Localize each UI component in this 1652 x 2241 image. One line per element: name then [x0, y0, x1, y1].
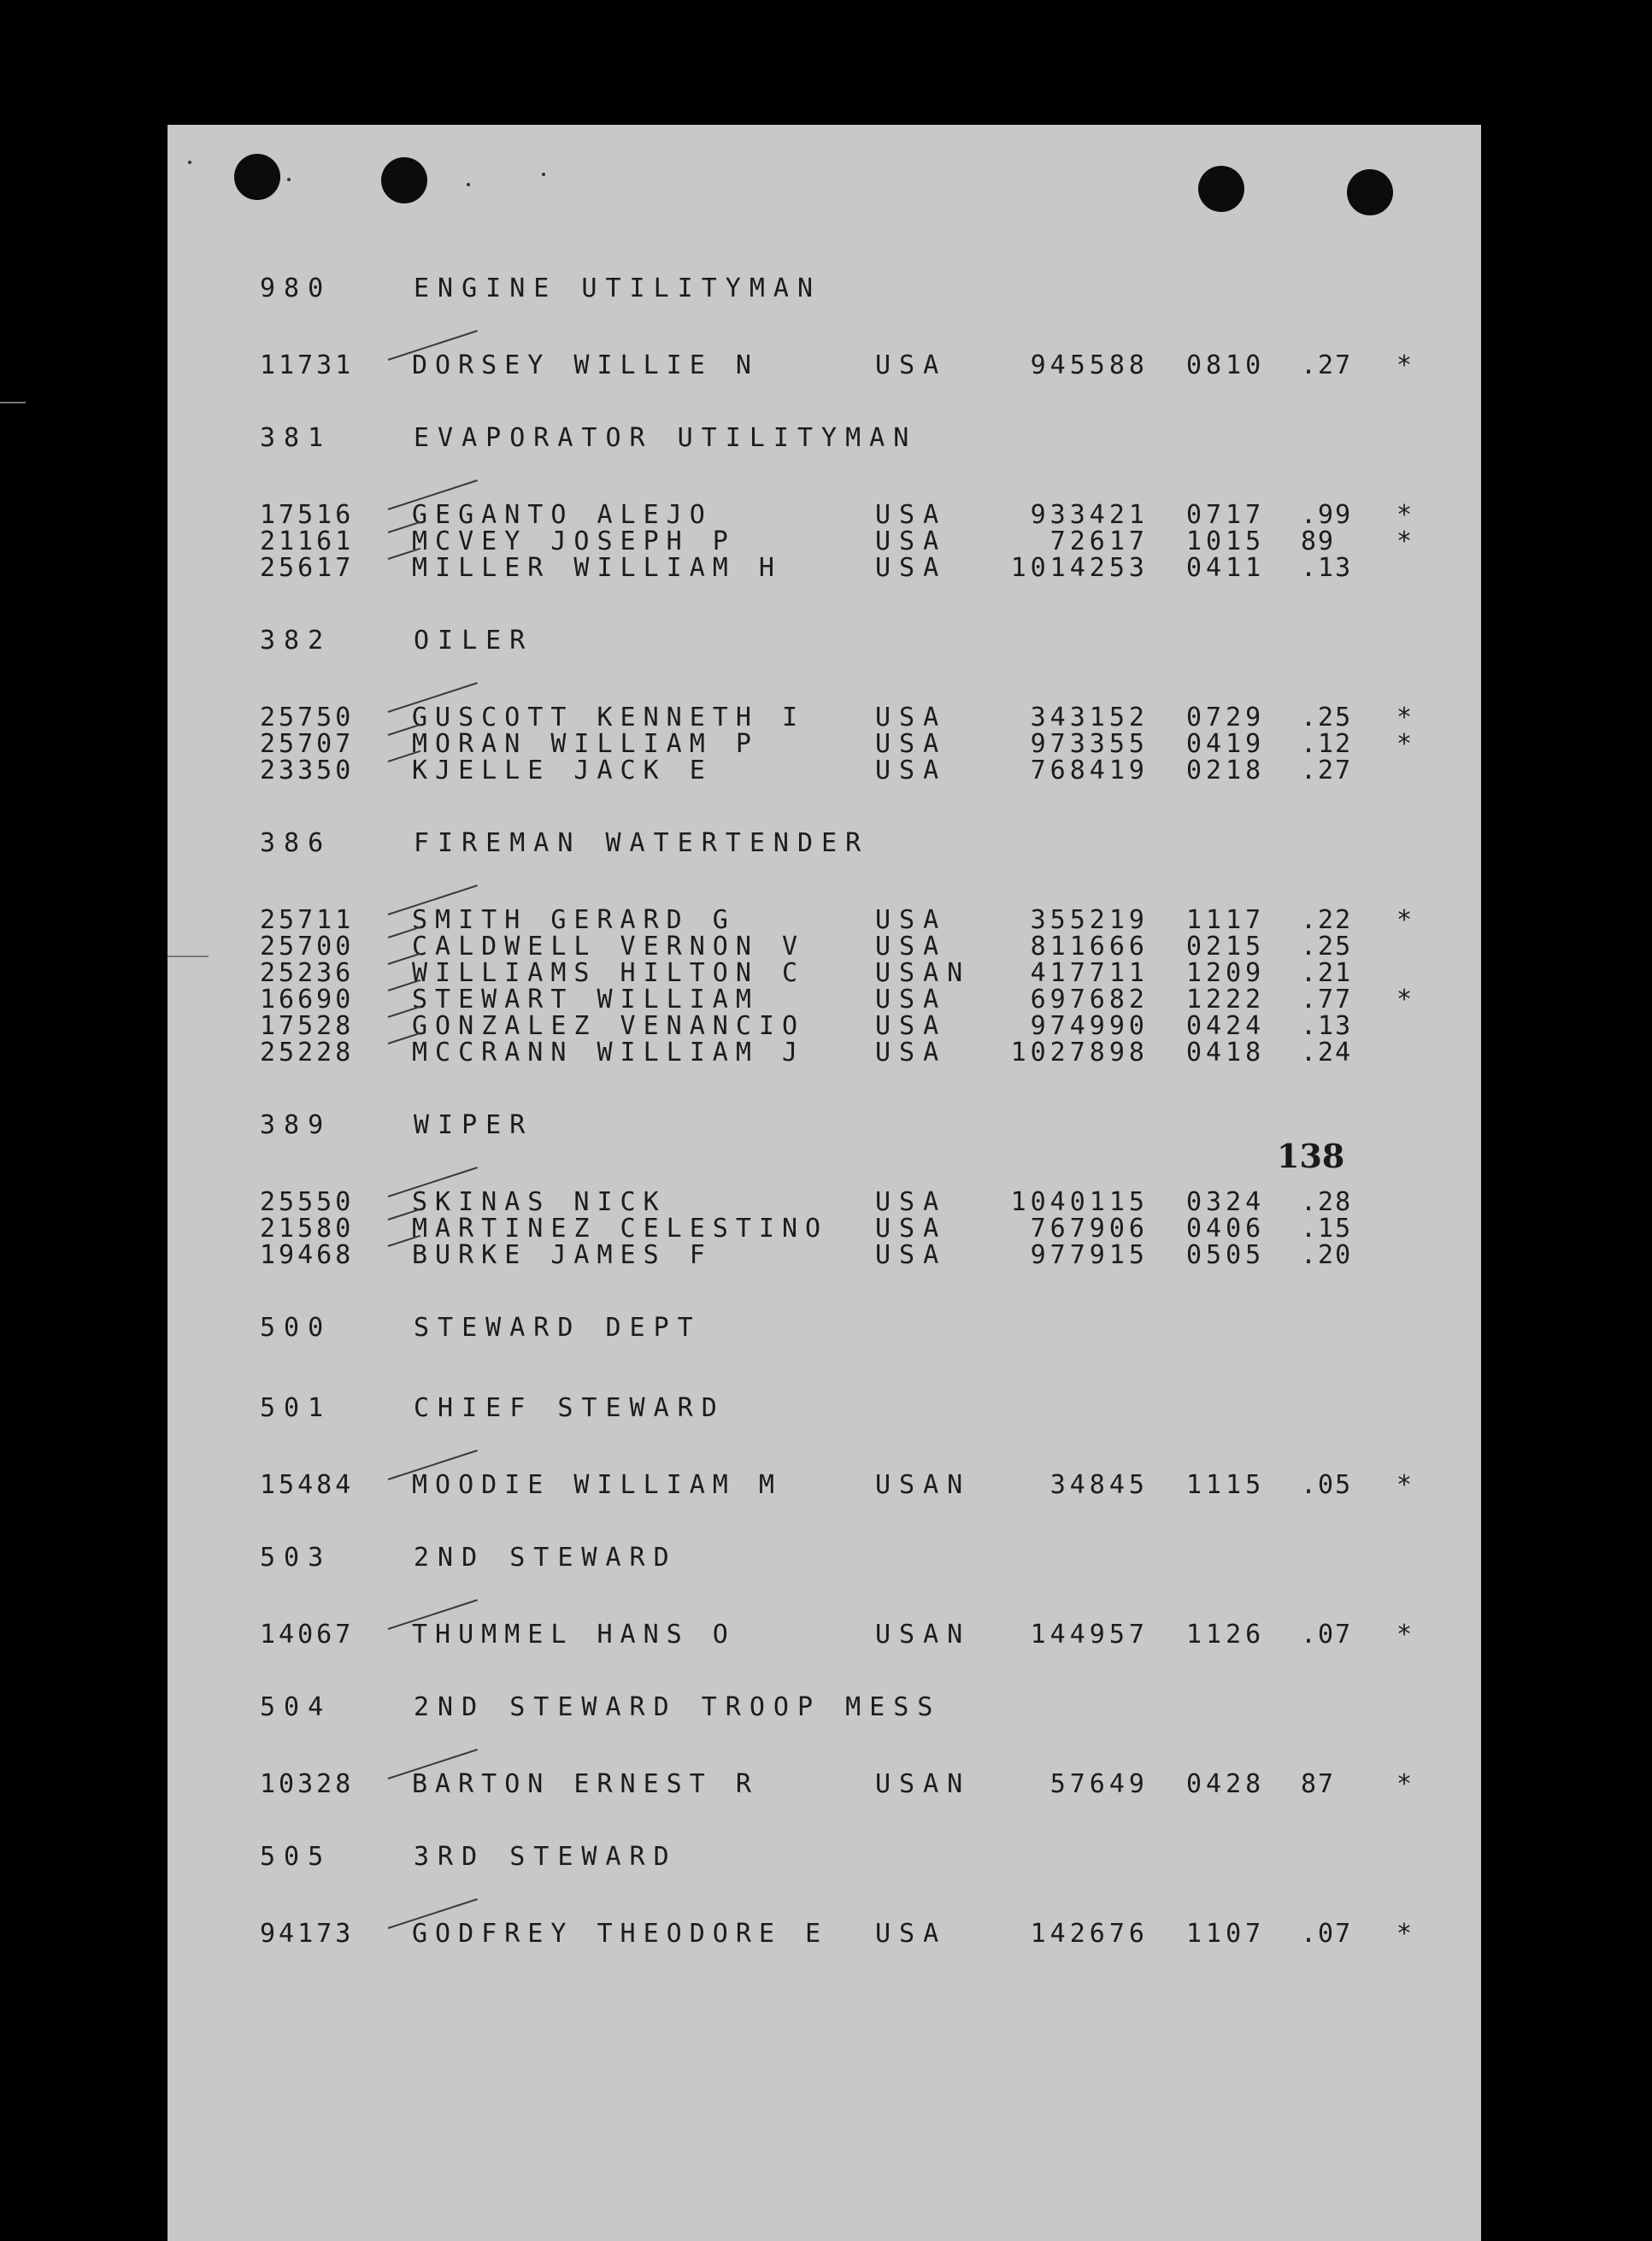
crew-row — [260, 1242, 1439, 1268]
document-number: 933421 — [1030, 500, 1149, 530]
crew-name: GEGANTO ALEJO — [412, 500, 713, 530]
section-title: 2ND STEWARD TROOP MESS — [414, 1692, 942, 1722]
crew-rows — [260, 502, 1439, 581]
spacer — [260, 1725, 1439, 1771]
rate-value: .77 — [1301, 985, 1353, 1015]
citizenship: USA — [875, 1187, 948, 1217]
crew-rows — [260, 1621, 1439, 1648]
rate-value: 89 — [1301, 526, 1336, 556]
rate-value: .05 — [1301, 1470, 1353, 1500]
citizenship: USA — [875, 729, 948, 759]
rate-value: .13 — [1301, 553, 1353, 583]
crew-name: MILLER WILLIAM H — [412, 553, 782, 583]
crew-name: SKINAS NICK — [412, 1187, 667, 1217]
asterisk-mark: * — [1396, 500, 1413, 530]
section-heading — [260, 1840, 1439, 1874]
spacer — [260, 861, 1439, 907]
crew-row — [260, 1215, 1439, 1242]
date-code: 1209 — [1186, 958, 1266, 988]
crew-id: 19468 — [260, 1240, 355, 1270]
crew-name: KJELLE JACK E — [412, 756, 713, 785]
document-number: 1027898 — [1010, 1038, 1149, 1068]
crew-name: BURKE JAMES F — [412, 1240, 713, 1270]
date-code: 0729 — [1186, 703, 1266, 732]
crew-name: DORSEY WILLIE N — [412, 350, 759, 380]
section-code: 382 — [260, 626, 332, 656]
section-heading — [260, 421, 1439, 456]
document-number: 34845 — [1049, 1470, 1149, 1500]
crew-id: 25707 — [260, 729, 355, 759]
date-code: 0505 — [1186, 1240, 1266, 1270]
asterisk-mark: * — [1396, 1919, 1413, 1949]
crew-row — [260, 528, 1439, 555]
crew-row — [260, 502, 1439, 528]
crew-id: 25228 — [260, 1038, 355, 1068]
asterisk-mark: * — [1396, 1470, 1413, 1500]
section-title: WIPER — [414, 1110, 534, 1140]
document-number: 811666 — [1030, 932, 1149, 962]
edge-mark — [168, 956, 209, 957]
spacer — [260, 1648, 1439, 1691]
crew-id: 11731 — [260, 350, 355, 380]
date-code: 0218 — [1186, 756, 1266, 785]
section-code: 980 — [260, 274, 332, 303]
crew-id: 25750 — [260, 703, 355, 732]
spacer — [260, 379, 1439, 421]
crew-rows — [260, 352, 1439, 379]
rate-value: .07 — [1301, 1620, 1353, 1650]
section-title: 3RD STEWARD — [414, 1842, 678, 1872]
citizenship: USAN — [875, 1769, 972, 1799]
rate-value: .24 — [1301, 1038, 1353, 1068]
crew-listing — [260, 272, 1439, 1990]
spacer — [260, 1947, 1439, 1990]
rate-value: .12 — [1301, 729, 1353, 759]
crew-id: 16690 — [260, 985, 355, 1015]
crew-name: MOODIE WILLIAM M — [412, 1470, 782, 1500]
crew-name: MCVEY JOSEPH P — [412, 526, 736, 556]
punch-hole — [1198, 166, 1244, 212]
rate-value: .28 — [1301, 1187, 1353, 1217]
document-number: 142676 — [1030, 1919, 1149, 1949]
spacer — [260, 1066, 1439, 1109]
document-number: 977915 — [1030, 1240, 1149, 1270]
crew-name: WILLIAMS HILTON C — [412, 958, 806, 988]
spacer — [260, 306, 1439, 352]
rate-value: .15 — [1301, 1214, 1353, 1244]
speck — [467, 183, 470, 186]
date-code: 0215 — [1186, 932, 1266, 962]
date-code: 0324 — [1186, 1187, 1266, 1217]
crew-rows — [260, 1771, 1439, 1797]
document-number: 767906 — [1030, 1214, 1149, 1244]
crew-name: MORAN WILLIAM P — [412, 729, 759, 759]
crew-id: 17516 — [260, 500, 355, 530]
section-heading — [260, 1391, 1439, 1426]
date-code: 1126 — [1186, 1620, 1266, 1650]
crew-row — [260, 907, 1439, 933]
crew-row — [260, 1039, 1439, 1066]
section-title: ENGINE UTILITYMAN — [414, 274, 822, 303]
crew-id: 23350 — [260, 756, 355, 785]
crew-id: 94173 — [260, 1919, 355, 1949]
spacer — [260, 658, 1439, 704]
spacer — [260, 1874, 1439, 1920]
document-number: 72617 — [1049, 526, 1149, 556]
document-number: 768419 — [1030, 756, 1149, 785]
crew-rows — [260, 1472, 1439, 1498]
spacer — [260, 1268, 1439, 1311]
crew-row — [260, 933, 1439, 960]
section-title: FIREMAN WATERTENDER — [414, 828, 870, 858]
page-number: 138 — [1277, 1137, 1345, 1175]
crew-rows — [260, 1189, 1439, 1268]
punch-hole — [234, 154, 280, 200]
crew-id: 25711 — [260, 905, 355, 935]
edge-mark — [0, 402, 26, 403]
asterisk-mark: * — [1396, 350, 1413, 380]
crew-row — [260, 1472, 1439, 1498]
asterisk-mark: * — [1396, 526, 1413, 556]
spacer — [260, 1345, 1439, 1391]
asterisk-mark: * — [1396, 1769, 1413, 1799]
rate-value: .25 — [1301, 932, 1353, 962]
section-heading — [260, 272, 1439, 306]
crew-row — [260, 555, 1439, 581]
section-code: 505 — [260, 1842, 332, 1872]
citizenship: USA — [875, 1038, 948, 1068]
crew-row — [260, 757, 1439, 784]
document-number: 1040115 — [1010, 1187, 1149, 1217]
citizenship: USA — [875, 553, 948, 583]
citizenship: USA — [875, 1011, 948, 1041]
citizenship: USA — [875, 932, 948, 962]
citizenship: USA — [875, 756, 948, 785]
date-code: 0418 — [1186, 1038, 1266, 1068]
date-code: 0810 — [1186, 350, 1266, 380]
citizenship: USA — [875, 1919, 948, 1949]
crew-id: 15484 — [260, 1470, 355, 1500]
crew-name: STEWART WILLIAM — [412, 985, 759, 1015]
asterisk-mark: * — [1396, 985, 1413, 1015]
rate-value: .22 — [1301, 905, 1353, 935]
date-code: 0428 — [1186, 1769, 1266, 1799]
citizenship: USA — [875, 526, 948, 556]
crew-name: GODFREY THEODORE E — [412, 1919, 829, 1949]
document-number: 355219 — [1030, 905, 1149, 935]
section-code: 386 — [260, 828, 332, 858]
document-number: 945588 — [1030, 350, 1149, 380]
asterisk-mark: * — [1396, 905, 1413, 935]
spacer — [260, 784, 1439, 826]
section-code: 503 — [260, 1543, 332, 1573]
section-code: 389 — [260, 1110, 332, 1140]
date-code: 0411 — [1186, 553, 1266, 583]
crew-id: 21161 — [260, 526, 355, 556]
date-code: 0424 — [1186, 1011, 1266, 1041]
citizenship: USAN — [875, 1620, 972, 1650]
crew-id: 21580 — [260, 1214, 355, 1244]
citizenship: USAN — [875, 1470, 972, 1500]
punch-hole — [381, 157, 427, 203]
document-number: 57649 — [1049, 1769, 1149, 1799]
crew-name: MARTINEZ CELESTINO — [412, 1214, 829, 1244]
section-code: 500 — [260, 1313, 332, 1343]
citizenship: USAN — [875, 958, 972, 988]
section-code: 504 — [260, 1692, 332, 1722]
section-title: OILER — [414, 626, 534, 656]
crew-name: MCCRANN WILLIAM J — [412, 1038, 806, 1068]
citizenship: USA — [875, 905, 948, 935]
section-code: 501 — [260, 1393, 332, 1423]
citizenship: USA — [875, 703, 948, 732]
asterisk-mark: * — [1396, 703, 1413, 732]
section-title: 2ND STEWARD — [414, 1543, 678, 1573]
document-number: 144957 — [1030, 1620, 1149, 1650]
crew-id: 17528 — [260, 1011, 355, 1041]
crew-id: 25617 — [260, 553, 355, 583]
rate-value: .20 — [1301, 1240, 1353, 1270]
citizenship: USA — [875, 1240, 948, 1270]
crew-id: 14067 — [260, 1620, 355, 1650]
crew-name: CALDWELL VERNON V — [412, 932, 806, 962]
rate-value: .21 — [1301, 958, 1353, 988]
spacer — [260, 1575, 1439, 1621]
crew-row — [260, 704, 1439, 731]
section-heading — [260, 826, 1439, 861]
crew-row — [260, 986, 1439, 1013]
section-heading — [260, 1541, 1439, 1575]
section-heading — [260, 1109, 1439, 1143]
date-code: 1222 — [1186, 985, 1266, 1015]
spacer — [260, 1498, 1439, 1541]
section-heading — [260, 1311, 1439, 1345]
crew-row — [260, 1920, 1439, 1947]
rate-value: .07 — [1301, 1919, 1353, 1949]
section-title: STEWARD DEPT — [414, 1313, 702, 1343]
date-code: 0419 — [1186, 729, 1266, 759]
citizenship: USA — [875, 500, 948, 530]
section-title: CHIEF STEWARD — [414, 1393, 726, 1423]
spacer — [260, 1143, 1439, 1189]
section-code: 381 — [260, 423, 332, 453]
spacer — [260, 1426, 1439, 1472]
date-code: 0717 — [1186, 500, 1266, 530]
crew-row — [260, 960, 1439, 986]
speck — [542, 173, 545, 176]
crew-name: SMITH GERARD G — [412, 905, 736, 935]
document-number: 417711 — [1030, 958, 1149, 988]
crew-id: 25700 — [260, 932, 355, 962]
crew-id: 25550 — [260, 1187, 355, 1217]
speck — [287, 178, 291, 181]
rate-value: .27 — [1301, 756, 1353, 785]
crew-row — [260, 1771, 1439, 1797]
section-heading — [260, 1691, 1439, 1725]
crew-name: BARTON ERNEST R — [412, 1769, 759, 1799]
spacer — [260, 581, 1439, 624]
document-number: 1014253 — [1010, 553, 1149, 583]
document-number: 697682 — [1030, 985, 1149, 1015]
spacer — [260, 1797, 1439, 1840]
rate-value: .25 — [1301, 703, 1353, 732]
punch-hole — [1347, 169, 1393, 215]
document-number: 974990 — [1030, 1011, 1149, 1041]
crew-id: 25236 — [260, 958, 355, 988]
crew-rows — [260, 907, 1439, 1066]
crew-rows — [260, 704, 1439, 784]
crew-id: 10328 — [260, 1769, 355, 1799]
crew-row — [260, 352, 1439, 379]
citizenship: USA — [875, 350, 948, 380]
date-code: 0406 — [1186, 1214, 1266, 1244]
crew-name: THUMMEL HANS O — [412, 1620, 736, 1650]
date-code: 1117 — [1186, 905, 1266, 935]
date-code: 1015 — [1186, 526, 1266, 556]
asterisk-mark: * — [1396, 729, 1413, 759]
rate-value: .27 — [1301, 350, 1353, 380]
crew-row — [260, 731, 1439, 757]
date-code: 1107 — [1186, 1919, 1266, 1949]
rate-value: .13 — [1301, 1011, 1353, 1041]
crew-name: GONZALEZ VENANCIO — [412, 1011, 806, 1041]
asterisk-mark: * — [1396, 1620, 1413, 1650]
crew-row — [260, 1013, 1439, 1039]
date-code: 1115 — [1186, 1470, 1266, 1500]
crew-rows — [260, 1920, 1439, 1947]
crew-row — [260, 1189, 1439, 1215]
document-number: 343152 — [1030, 703, 1149, 732]
citizenship: USA — [875, 985, 948, 1015]
crew-row — [260, 1621, 1439, 1648]
rate-value: 87 — [1301, 1769, 1336, 1799]
crew-name: GUSCOTT KENNETH I — [412, 703, 806, 732]
speck — [188, 161, 191, 164]
section-title: EVAPORATOR UTILITYMAN — [414, 423, 918, 453]
spacer — [260, 456, 1439, 502]
citizenship: USA — [875, 1214, 948, 1244]
rate-value: .99 — [1301, 500, 1353, 530]
document-number: 973355 — [1030, 729, 1149, 759]
section-heading — [260, 624, 1439, 658]
